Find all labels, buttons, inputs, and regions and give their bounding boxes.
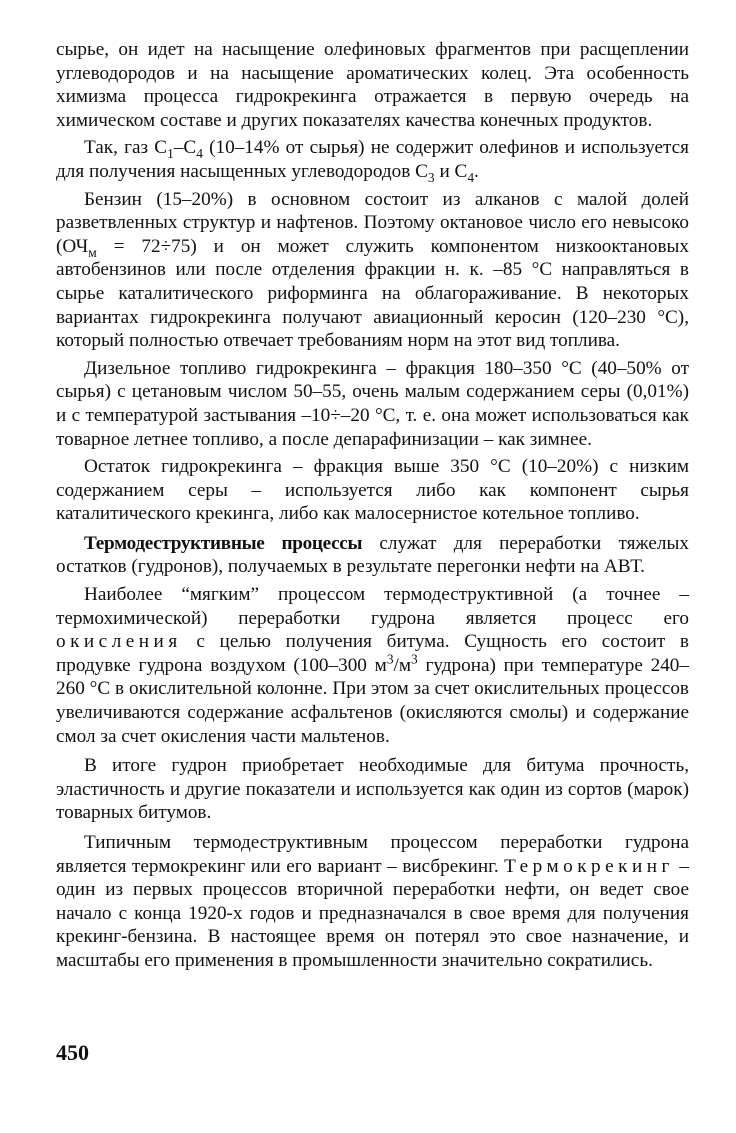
text-run: (10–14% от сырья) не содержит олефинов и используется для получения насыщенных углеводородов C — [56, 137, 689, 182]
text-run: = 72÷75) и он может служить компонентом низкооктановых автобензинов или после отделения фракции н. к. –85 °С направляться в сырье каталитического риформинга на облагораживание. В некоторых вариантах гидрокрекинга получают авиационный керосин (120–230 °С), который полностью отвечает требованиям норм на этот вид топлива. — [56, 235, 689, 352]
paragraph-7 — [56, 583, 689, 748]
text-run: Типичным термодеструктивным процессом переработки гудрона является термокрекинг или его вариант – висбрекинг. — [56, 832, 689, 877]
superscript: 3 — [411, 651, 418, 667]
subscript: 4 — [467, 169, 475, 185]
text-run: – один из первых процессов вторичной переработки нефти, он ведет свое начало с конца 1920-х годов и предназначался в свое время для получения крекинг-бензина. В настоящее время он потерял это свое назначение, и масштабы его применения в промышленности значительно сократились. — [56, 855, 689, 971]
paragraph-8: В итоге гудрон приобретает необходимые для битума прочность, эластичность и другие показатели и используется как один из сортов (марок) товарных битумов. — [56, 755, 689, 824]
page-number: 450 — [56, 1040, 89, 1065]
paragraph-3 — [56, 188, 689, 353]
text-run: Так, газ C — [84, 137, 168, 159]
text-run: . — [474, 160, 479, 182]
emphasized-term: Термокрекинг — [504, 855, 674, 877]
paragraph-9 — [56, 831, 689, 973]
paragraph-5: Остаток гидрокрекинга – фракция выше 350 °С (10–20%) с низким содержанием серы – используется либо как компонент сырья каталитического крекинга, либо как малосернистое котельное топливо. — [56, 456, 689, 525]
subscript: 3 — [427, 169, 435, 185]
section-term: Термодеструктивные процессы — [84, 532, 363, 554]
paragraph-6 — [56, 532, 689, 579]
text-run: –C — [173, 137, 197, 159]
superscript: 3 — [386, 651, 394, 667]
text-run: гудрона) при температуре 240–260 °С в окислительной колонне. При этом за счет окислительных процессов увеличиваются содержание асфальтенов (окисляются смолы) и содержание смол за счет окисления части мальтенов. — [56, 654, 689, 747]
text-run: /м — [393, 654, 412, 676]
text-run: и C — [434, 160, 468, 182]
paragraph-4: Дизельное топливо гидрокрекинга – фракция 180–350 °С (40–50% от сырья) с цетановым числом 50–55, очень малым содержанием серы (0,01%) и с температурой застывания –10÷–20 °С, т. е. она может использоваться как товарное летнее топливо, а после депарафинизации – как зимнее. — [56, 357, 689, 450]
paragraph-1: сырье, он идет на насыщение олефиновых фрагментов при расщеплении углеводородов и на насыщение ароматических колец. Эта особенность химизма процесса гидрокрекинга отражается в первую очередь на химическом составе и других показателях качества конечных продуктов. — [56, 39, 689, 131]
paragraph-2 — [56, 136, 689, 183]
text-run: служат для переработки тяжелых остатков (гудронов), получаемых в результате перегонки нефти на АВТ. — [56, 532, 689, 578]
text-run: Бензин (15–20%) в основном состоит из алканов с малой долей разветвленных структур и нафтенов. Поэтому октановое число его невысоко (ОЧ — [56, 188, 689, 257]
text-run: Наиболее “мягким” процессом термодеструктивной (а точнее – термохимической) переработки гудрона является процесс его — [56, 584, 689, 629]
subscript: м — [88, 244, 97, 260]
text-run: с целью получения битума. Сущность его состоит в продувке гудрона воздухом (100–300 м — [56, 631, 689, 676]
subscript: 4 — [196, 146, 203, 162]
body-text — [56, 38, 689, 973]
subscript: 1 — [167, 146, 174, 162]
emphasized-term: окисления — [56, 631, 182, 653]
